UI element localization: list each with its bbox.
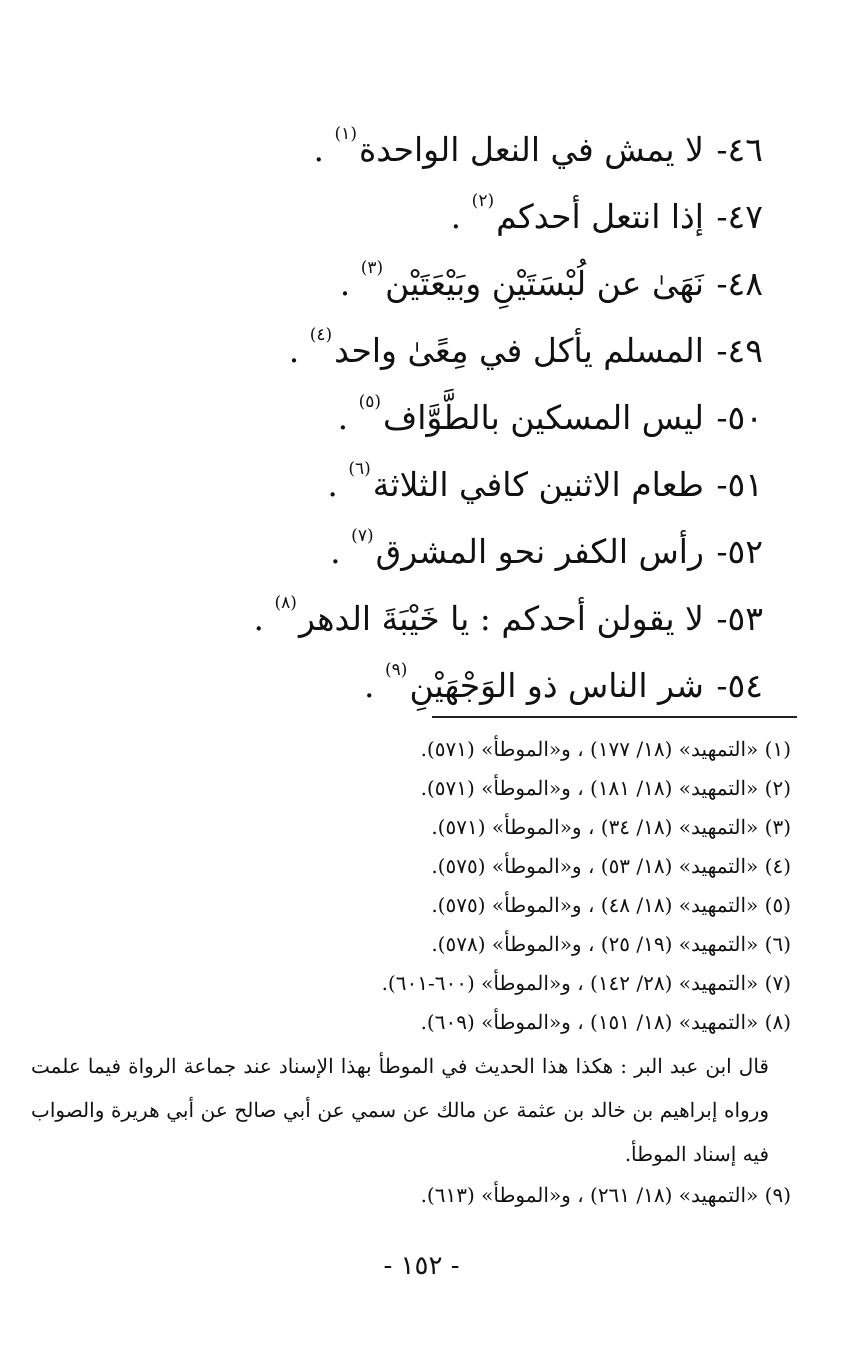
- footnote-ref: (٩): [385, 660, 408, 680]
- footnote: (٣) «التمهيد» (١٨/ ٣٤) ، و«الموطأ» (٥٧١).: [431, 815, 791, 839]
- footnote: (٨) «التمهيد» (١٨/ ١٥١) ، و«الموطأ» (٦٠٩).: [420, 1010, 791, 1034]
- entry-period: .: [288, 331, 300, 370]
- hadith-entry: [63, 644, 763, 711]
- entry-text: ليس المسكين بالطَّوَّاف: [382, 398, 704, 437]
- footnotes-section: [31, 732, 791, 1217]
- footnote: (٤) «التمهيد» (١٨/ ٥٣) ، و«الموطأ» (٥٧٥).: [431, 854, 791, 878]
- footnote-ref: (١): [334, 124, 357, 144]
- entry-period: .: [313, 130, 325, 169]
- page-number: - ١٥٢ -: [383, 1251, 460, 1281]
- entry-text: إذا انتعل أحدكم: [496, 197, 704, 236]
- entry-number: ٥٢-: [716, 532, 763, 571]
- footnote-ref: (٧): [351, 526, 374, 546]
- hadith-entry: [63, 175, 763, 242]
- entry-number: ٤٦-: [716, 130, 763, 169]
- footnote: (٥) «التمهيد» (١٨/ ٤٨) ، و«الموطأ» (٥٧٥).: [431, 893, 791, 917]
- footnote-ref: (٥): [358, 392, 381, 412]
- entry-text: نَهَىٰ عن لُبْسَتَيْنِ وبَيْعَتَيْن: [385, 264, 704, 303]
- footnote-ref: (٤): [309, 325, 333, 345]
- footnote: (١) «التمهيد» (١٨/ ١٧٧) ، و«الموطأ» (٥٧١).: [420, 737, 791, 761]
- footnote-ref: (٦): [348, 459, 371, 479]
- entry-period: .: [337, 398, 349, 437]
- footnote: (٩) «التمهيد» (١٨/ ٢٦١) ، و«الموطأ» (٦١٣).: [420, 1183, 791, 1207]
- entry-number: ٥٠-: [716, 398, 763, 437]
- entry-text: طعام الاثنين كافي الثلاثة: [372, 465, 704, 504]
- footnote-ref: (٢): [471, 191, 495, 211]
- entry-text: رأس الكفر نحو المشرق: [375, 532, 704, 571]
- entry-number: ٤٩-: [716, 331, 763, 370]
- hadith-entry: [63, 443, 763, 510]
- footnote: (٢) «التمهيد» (١٨/ ١٨١) ، و«الموطأ» (٥٧١).: [420, 776, 791, 800]
- footnote-ref: (٨): [274, 593, 297, 613]
- entry-text: المسلم يأكل في مِعًىٰ واحد: [334, 331, 704, 370]
- entry-period: .: [253, 599, 265, 638]
- hadith-list: [63, 108, 763, 711]
- hadith-entry: [63, 376, 763, 443]
- footnote: (٧) «التمهيد» (٢٨/ ١٤٢) ، و«الموطأ» (٦٠٠-٦٠١).: [381, 971, 791, 995]
- entry-period: .: [339, 264, 351, 303]
- entry-period: .: [330, 532, 341, 571]
- entry-number: ٥١-: [716, 465, 763, 504]
- entry-period: .: [364, 666, 375, 705]
- entry-number: ٥٤-: [716, 666, 763, 705]
- hadith-entry: [63, 309, 763, 376]
- entry-text: لا يقولن أحدكم : يا خَيْبَةَ الدهر: [298, 599, 704, 638]
- entry-period: .: [327, 465, 338, 504]
- hadith-entry: [63, 242, 763, 309]
- entry-number: ٤٧-: [716, 197, 763, 236]
- entry-number: ٤٨-: [716, 264, 763, 303]
- entry-text: لا يمش في النعل الواحدة: [358, 130, 704, 169]
- hadith-entry: [63, 108, 763, 175]
- hadith-entry: [63, 577, 763, 644]
- entry-period: .: [450, 197, 462, 236]
- footnote-divider: [432, 716, 797, 718]
- entry-text: شر الناس ذو الوَجْهَيْنِ: [409, 666, 704, 705]
- footnote-ref: (٣): [360, 258, 384, 278]
- hadith-entry: [63, 510, 763, 577]
- footnote-commentary: قال ابن عبد البر : هكذا هذا الحديث في الموطأ بهذا الإسناد عند جماعة الرواة فيما علمت ورواه إبراهيم بن خالد بن عثمة عن مالك عن سمي عن أبي صالح عن أبي هريرة والصواب فيه إسناد الموطأ.: [31, 1054, 769, 1166]
- entry-number: ٥٣-: [716, 599, 763, 638]
- footnote: (٦) «التمهيد» (١٩/ ٢٥) ، و«الموطأ» (٥٧٨).: [431, 932, 791, 956]
